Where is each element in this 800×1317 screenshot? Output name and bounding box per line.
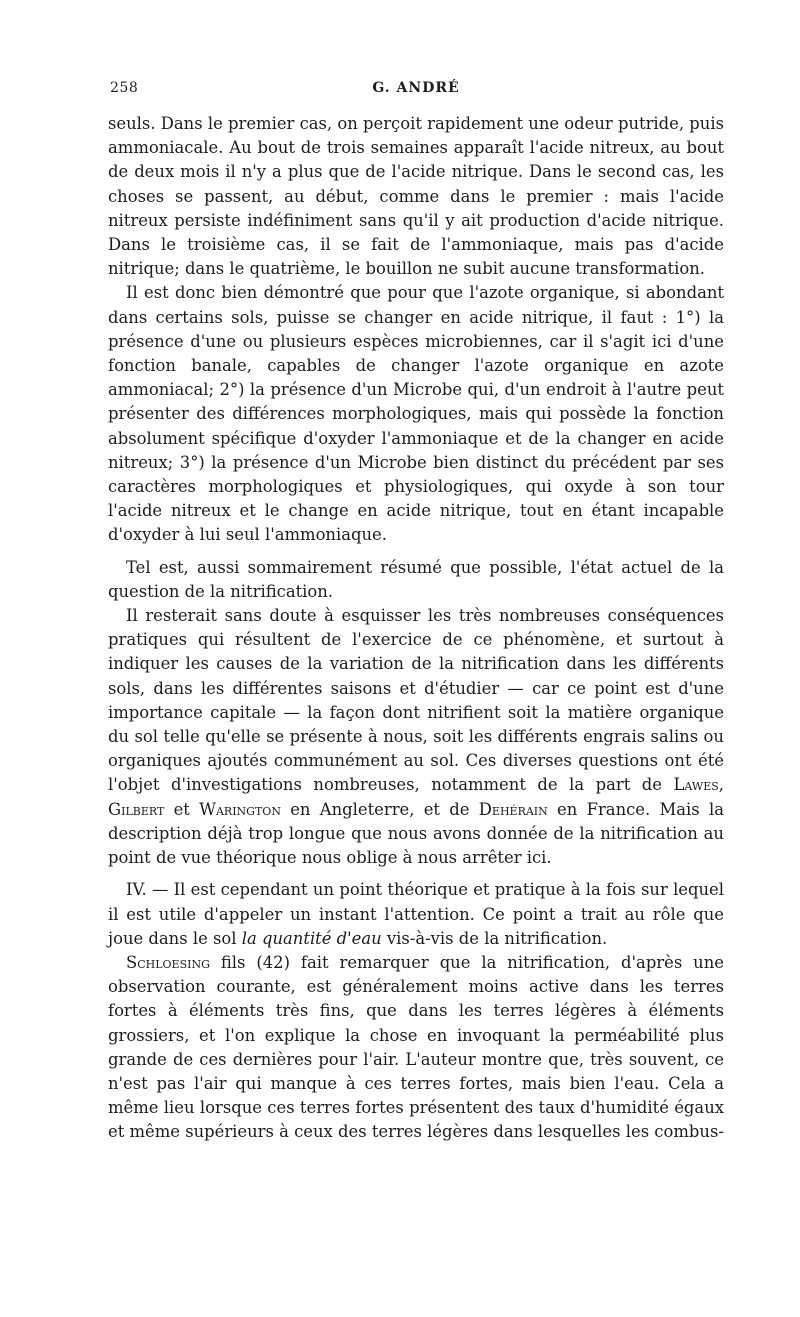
italic-phrase: la quantité d'eau — [241, 928, 382, 948]
separator: , — [718, 775, 724, 795]
paragraph-6 — [108, 951, 724, 1145]
author-name-gilbert: Gilbert — [108, 799, 165, 819]
author-name-warington: Warington — [199, 799, 281, 819]
paragraph-6-text: fils (42) fait remarquer que la nitrification, d'après une observation courante, est généralement moins active dans les terres fortes à éléments très fins, que dans les terres légères à éléments grossiers, et l'on explique la chose en invoquant la perméabilité plus grande de ces dernières pour l'air. L'auteur montre que, très souvent, ce n'est pas l'air qui manque à ces terres fortes, mais bien l'eau. Cela a même lieu lorsque ces terres fortes présentent des taux d'humidité égaux et même supérieurs à ceux des terres légères dans lesquelles les combus- — [108, 952, 724, 1142]
separator: et — [164, 799, 200, 819]
paragraph-5-text-a: IV. — Il est cependant un point théorique et pratique à la fois sur lequel il est utile d'appeler un instant l'attention. Ce point a trait au rôle que joue dans le sol — [108, 880, 724, 948]
paragraph-5 — [108, 878, 724, 951]
author-name-lawes: Lawes — [673, 775, 719, 795]
paragraph-2: Il est donc bien démontré que pour que l'azote organique, si abondant dans certains sols, puisse se changer en acide nitrique, il faut : 1°) la présence d'une ou plusieurs espèces microbiennes, car il s'agit ici d'une fonction banale, capables de changer l'azote organique en azote ammoniacal; 2°) la présence d'un Microbe qui, d'un endroit à l'autre peut présenter des différences morphologiques, mais qui possède la fonction absolument spécifique d'oxyder l'ammoniaque et de la changer en acide nitreux; 3°) la présence d'un Microbe bien distinct du précédent par ses caractères morphologiques et physiologiques, qui oxyde à son tour l'acide nitreux et le change en acide nitrique, tout en étant incapable d'oxyder à lui seul l'ammoniaque. — [108, 283, 724, 545]
author-name-schloesing: Schloesing — [126, 952, 210, 972]
paragraph-5-text-b: vis-à-vis de la nitrification. — [381, 928, 608, 948]
running-head: G. ANDRÉ — [372, 80, 460, 96]
paragraph-4 — [108, 604, 724, 870]
separator: en Angleterre, et de — [280, 799, 479, 819]
paragraph-3: Tel est, aussi sommairement résumé que possible, l'état actuel de la question de la nitrification. — [108, 557, 724, 601]
paragraph-4-text-b: en France. Mais la description déjà trop longue que nous avons donnée de la nitrification au point de vue théorique nous oblige à nous arrêter ici. — [108, 799, 724, 868]
paragraph-1: seuls. Dans le premier cas, on perçoit rapidement une odeur putride, puis ammoniacale. Au bout de trois semaines apparaît l'acide nitreux, au bout de deux mois il n'y a plus que de l'acide nitrique. Dans le second cas, les choses se passent, au début, comme dans le premier : mais l'acide nitreux persiste indéfiniment sans qu'il y ait production d'acide nitrique. Dans le troisième cas, il se fait de l'ammoniaque, mais pas d'acide nitrique; dans le quatrième, le bouillon ne subit aucune transformation. — [108, 114, 724, 279]
book-page — [108, 80, 724, 1145]
page-header — [108, 80, 724, 106]
page-number: 258 — [110, 80, 139, 96]
author-name-deherain: Dehérain — [478, 799, 548, 819]
paragraph-4-text-a: Il resterait sans doute à esquisser les très nombreuses conséquences pratiques qui résultent de l'exercice de ce phénomène, et surtout à indiquer les causes de la variation de la nitrification dans les différents sols, dans les différentes saisons et d'étudier — car ce point est d'une importance capitale — la façon dont nitrifient soit la matière organique du sol telle qu'elle se présente à nous, soit les différents engrais salins ou organiques ajoutés communément au sol. Ces diverses questions ont été l'objet d'investigations nombreuses, notamment de la part de — [108, 606, 724, 795]
